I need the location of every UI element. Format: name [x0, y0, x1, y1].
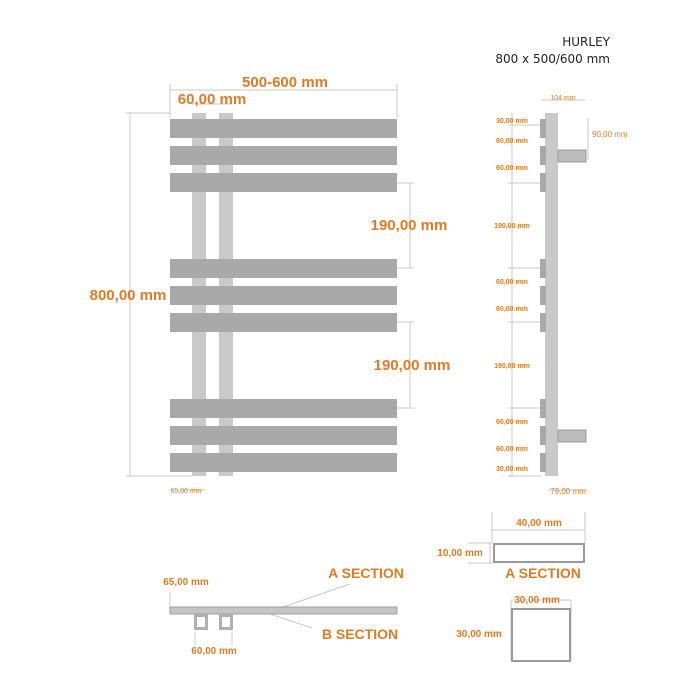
bar-3	[170, 173, 397, 192]
bracket-label: 90,00 mm	[592, 130, 628, 139]
side-bar-7	[540, 399, 546, 418]
side-label-1: 30,00 mm	[496, 118, 528, 125]
a-section-detail	[437, 512, 585, 581]
bar-top-view	[170, 607, 397, 614]
a-section-profile	[494, 544, 584, 562]
side-label-6: 60,00 mm	[496, 306, 528, 313]
bottom-view	[163, 565, 404, 657]
model-name: HURLEY	[562, 35, 610, 49]
model-size: 800 x 500/600 mm	[495, 52, 610, 66]
top-bracket	[558, 150, 586, 162]
front-view	[90, 74, 451, 495]
side-view	[494, 95, 628, 496]
depth-label: 104 mm	[550, 95, 576, 102]
top-view-width-label: 65,00 mm	[163, 577, 209, 588]
side-column	[545, 113, 558, 476]
side-label-10: 30,00 mm	[496, 466, 528, 473]
a-section-title: A SECTION	[505, 565, 581, 581]
side-label-5: 60,00 mm	[496, 279, 528, 286]
b-width-label: 30,00 mm	[514, 595, 560, 606]
a-section-leader	[283, 584, 350, 607]
column-width-label: 60,00 mm	[177, 91, 247, 108]
left-pipe-inner	[197, 617, 205, 627]
b-section-profile	[512, 609, 570, 661]
side-label-8: 60,00 mm	[496, 419, 528, 426]
bar-9	[170, 453, 397, 472]
bottom-label: 65,00 mm	[170, 488, 202, 495]
width-label: 500-600 mm	[242, 74, 328, 91]
side-bar-5	[540, 286, 546, 305]
b-section-leader	[270, 614, 312, 628]
side-bar-9	[540, 453, 546, 472]
right-pipe-inner	[222, 617, 230, 627]
side-label-9: 60,00 mm	[496, 446, 528, 453]
bar-2	[170, 146, 397, 165]
side-bar-8	[540, 426, 546, 445]
bar-4	[170, 259, 397, 278]
pipe-spacing-label: 60,00 mm	[191, 646, 237, 657]
bar-5	[170, 286, 397, 305]
a-height-label: 10,00 mm	[437, 548, 483, 559]
height-label: 800,00 mm	[89, 287, 167, 304]
b-section-label: B SECTION	[321, 626, 399, 642]
bar-6	[170, 313, 397, 332]
side-bar-4	[540, 259, 546, 278]
side-label-7: 190,00 mm	[494, 363, 530, 370]
offset-label: 79,00 mm	[550, 487, 586, 496]
a-section-label: A SECTION	[328, 565, 404, 581]
side-bar-2	[540, 146, 546, 165]
side-bar-6	[540, 313, 546, 332]
bar-1	[170, 119, 397, 138]
bar-8	[170, 426, 397, 445]
side-label-4: 190,00 mm	[494, 223, 530, 230]
side-label-2: 60,00 mm	[496, 138, 528, 145]
b-height-label: 30,00 mm	[456, 629, 502, 640]
side-bar-3	[540, 173, 546, 192]
gap2-label: 190,00 mm	[373, 357, 451, 374]
gap1-label: 190,00 mm	[370, 217, 448, 234]
side-bar-1	[540, 119, 546, 138]
bottom-bracket	[558, 430, 586, 442]
a-width-label: 40,00 mm	[516, 518, 562, 529]
b-section-detail	[456, 595, 571, 661]
side-label-3: 60,00 mm	[496, 165, 528, 172]
bar-7	[170, 399, 397, 418]
